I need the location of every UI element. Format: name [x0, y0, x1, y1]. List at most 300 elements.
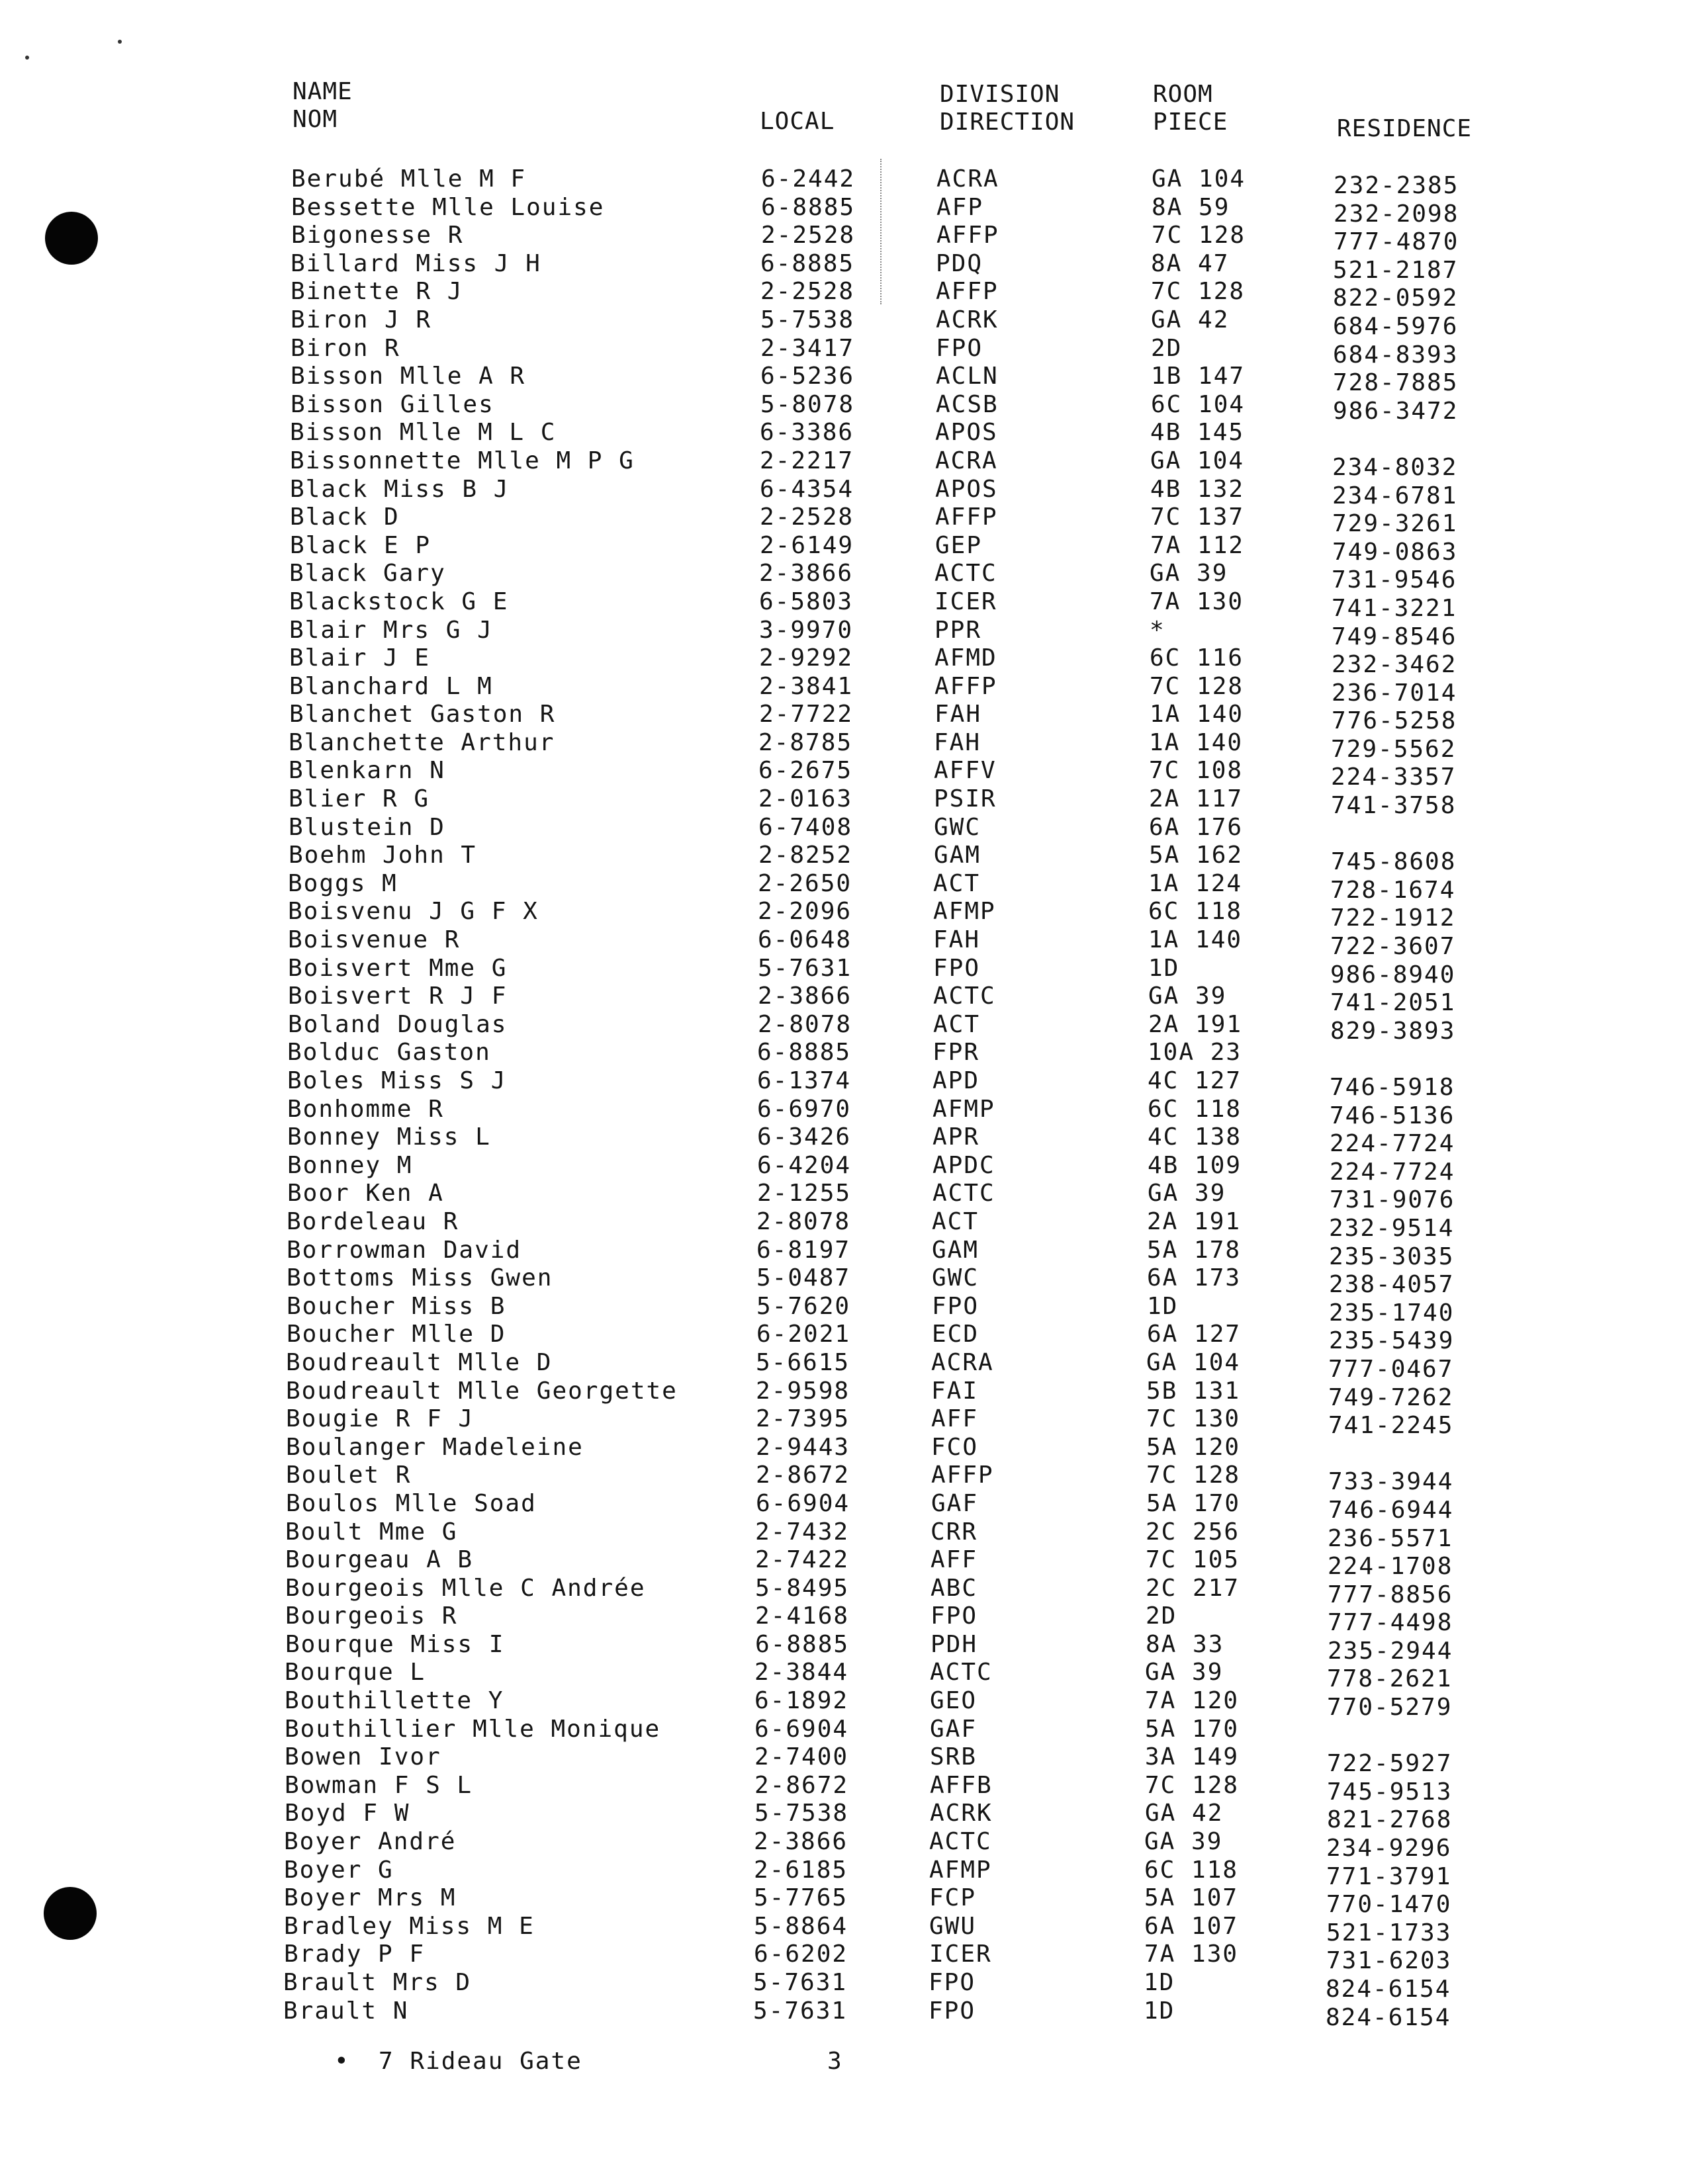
- cell-division: FPR: [932, 1039, 980, 1067]
- cell-residence: 770-5279: [1327, 1694, 1453, 1722]
- cell-residence: 224-7724: [1330, 1158, 1455, 1186]
- cell-residence: 234-8032: [1332, 453, 1458, 481]
- directory-row: [0, 1856, 1681, 1890]
- cell-residence: 731-9076: [1330, 1186, 1455, 1214]
- cell-name: Bissonnette Mlle M P G: [290, 447, 635, 474]
- cell-division: AFFV: [934, 757, 997, 785]
- directory-row: [0, 1687, 1681, 1722]
- scan-speck: [25, 56, 29, 60]
- cell-name: Bourgeau A B: [285, 1546, 474, 1574]
- cell-local: 5-8078: [760, 390, 855, 418]
- cell-local: 5-8495: [755, 1574, 850, 1602]
- cell-name: Blair Mrs G J: [289, 616, 493, 644]
- cell-division: ACRA: [935, 447, 998, 474]
- cell-room: 7C 128: [1151, 278, 1246, 306]
- cell-name: Bordeleau R: [287, 1207, 459, 1235]
- cell-room: 10A 23: [1148, 1039, 1242, 1067]
- cell-room: 6A 107: [1144, 1912, 1239, 1940]
- cell-residence: 731-9546: [1332, 566, 1457, 594]
- cell-room: GA 39: [1148, 1180, 1226, 1207]
- cell-local: 6-5803: [759, 588, 854, 615]
- cell-residence: 236-7014: [1332, 679, 1457, 707]
- cell-name: Boisvert R J F: [288, 983, 508, 1010]
- cell-room: 7C 128: [1150, 672, 1244, 700]
- cell-room: 1A 140: [1149, 728, 1244, 756]
- cell-residence: 234-6781: [1332, 482, 1458, 509]
- cell-division: CRR: [931, 1518, 978, 1546]
- cell-residence: 745-9513: [1327, 1778, 1453, 1806]
- directory-row: [0, 1095, 1681, 1129]
- cell-residence: 749-8546: [1332, 623, 1457, 650]
- directory-row: [0, 1010, 1681, 1045]
- cell-division: GAM: [934, 842, 981, 869]
- cell-residence: 224-7724: [1330, 1130, 1455, 1158]
- cell-room: 7A 130: [1144, 1941, 1239, 1968]
- directory-row: [0, 1743, 1681, 1778]
- cell-residence: 729-3261: [1332, 510, 1458, 538]
- cell-local: 6-5236: [760, 363, 855, 390]
- cell-local: 5-7538: [754, 1800, 849, 1827]
- cell-residence: 746-6944: [1328, 1496, 1454, 1524]
- cell-residence: 224-3357: [1331, 764, 1457, 791]
- cell-division: ACRA: [936, 165, 999, 193]
- cell-division: FPO: [936, 334, 983, 362]
- cell-room: GA 104: [1146, 1348, 1241, 1376]
- cell-local: 5-0487: [756, 1264, 851, 1292]
- cell-room: 6C 116: [1150, 644, 1244, 672]
- cell-local: 2-9443: [756, 1433, 850, 1461]
- directory-row: [0, 1546, 1681, 1581]
- cell-local: 5-6615: [756, 1348, 850, 1376]
- cell-division: ACRA: [931, 1348, 994, 1376]
- cell-division: AFFP: [934, 672, 997, 700]
- cell-division: ACTC: [930, 1659, 993, 1686]
- cell-local: 6-8885: [757, 1039, 852, 1067]
- cell-local: 2-7722: [759, 701, 854, 728]
- cell-room: 6C 104: [1151, 390, 1246, 418]
- cell-residence: 684-8393: [1333, 341, 1459, 369]
- cell-room: 1A 140: [1150, 701, 1244, 728]
- directory-row: [0, 983, 1681, 1017]
- directory-list: [0, 165, 1681, 2031]
- cell-residence: 824-6154: [1326, 1976, 1451, 2003]
- cell-room: 8A 59: [1152, 193, 1230, 221]
- cell-residence: 745-8608: [1331, 848, 1457, 876]
- cell-local: 2-8785: [758, 728, 853, 756]
- cell-division: GWU: [929, 1912, 977, 1940]
- cell-room: 2C 256: [1146, 1518, 1240, 1546]
- cell-residence: 224-1708: [1328, 1553, 1453, 1581]
- cell-local: 2-3844: [754, 1659, 849, 1686]
- cell-name: Boudreault Mlle Georgette: [286, 1377, 678, 1405]
- cell-name: Blackstock G E: [289, 588, 509, 615]
- cell-name: Black Miss B J: [290, 475, 510, 503]
- directory-row: [0, 390, 1681, 425]
- cell-room: 4B 145: [1150, 419, 1245, 447]
- directory-row: [0, 334, 1681, 369]
- cell-name: Boudreault Mlle D: [286, 1348, 553, 1376]
- cell-division: AFF: [931, 1405, 979, 1433]
- cell-local: 2-8672: [756, 1462, 850, 1489]
- cell-division: AFP: [936, 193, 984, 221]
- cell-division: APOS: [935, 475, 998, 503]
- cell-local: 6-4204: [757, 1151, 852, 1179]
- cell-room: 7C 128: [1146, 1462, 1241, 1489]
- directory-row: [0, 1489, 1681, 1524]
- header-local: [760, 108, 835, 136]
- cell-room: 7C 105: [1146, 1546, 1240, 1574]
- cell-division: AFMP: [929, 1856, 992, 1884]
- directory-row: [0, 869, 1681, 904]
- cell-local: 2-2528: [760, 503, 854, 531]
- cell-local: 5-8864: [754, 1912, 848, 1940]
- directory-row: [0, 278, 1681, 312]
- cell-room: 7A 120: [1145, 1687, 1240, 1715]
- directory-row: [0, 1602, 1681, 1637]
- cell-local: 2-1255: [757, 1180, 852, 1207]
- scan-speck: [118, 40, 122, 44]
- cell-division: APD: [932, 1067, 980, 1094]
- cell-room: GA 39: [1144, 1828, 1223, 1856]
- cell-name: Berubé Mlle M F: [291, 165, 527, 193]
- cell-residence: 824-6154: [1326, 2003, 1451, 2031]
- directory-row: [0, 165, 1681, 199]
- cell-division: ECD: [932, 1321, 979, 1348]
- header-local-label: LOCAL: [760, 108, 835, 135]
- cell-division: AFFP: [936, 222, 999, 249]
- cell-room: 5A 107: [1144, 1884, 1239, 1912]
- cell-residence: 741-2051: [1330, 989, 1456, 1017]
- cell-local: 2-2096: [758, 898, 852, 926]
- directory-row: [0, 926, 1681, 961]
- cell-division: FCP: [929, 1884, 977, 1912]
- cell-room: 6A 176: [1149, 813, 1244, 841]
- cell-room: 5A 162: [1149, 842, 1244, 869]
- cell-residence: 729-5562: [1331, 735, 1457, 763]
- cell-residence: 232-2098: [1334, 200, 1459, 228]
- cell-local: 6-2021: [756, 1321, 851, 1348]
- cell-name: Brault Mrs D: [283, 1969, 472, 1996]
- cell-division: SRB: [930, 1743, 977, 1771]
- cell-division: ACT: [933, 1010, 981, 1038]
- cell-residence: 235-5439: [1329, 1327, 1455, 1355]
- directory-row: [0, 1123, 1681, 1158]
- cell-room: 1D: [1144, 1969, 1175, 1996]
- cell-room: 1A 124: [1148, 869, 1243, 897]
- directory-row: [0, 447, 1681, 481]
- cell-name: Boyd F W: [285, 1800, 410, 1827]
- cell-residence: 728-1674: [1330, 876, 1456, 904]
- directory-row: [0, 1067, 1681, 1101]
- cell-division: AFMD: [934, 644, 997, 672]
- cell-room: 6A 127: [1147, 1321, 1242, 1348]
- cell-room: 6C 118: [1148, 898, 1243, 926]
- cell-local: 2-3866: [759, 560, 854, 588]
- cell-name: Boyer André: [284, 1828, 457, 1856]
- cell-name: Boyer G: [284, 1856, 394, 1884]
- cell-room: 7C 108: [1149, 757, 1244, 785]
- cell-local: 3-9970: [759, 616, 854, 644]
- cell-name: Black D: [290, 503, 400, 531]
- header-room-fr: PIECE: [1153, 109, 1228, 136]
- directory-row: [0, 1264, 1681, 1299]
- cell-local: 2-8252: [758, 842, 853, 869]
- cell-name: Blanchet Gaston R: [289, 701, 556, 728]
- directory-row: [0, 616, 1681, 650]
- cell-name: Bonney M: [287, 1151, 413, 1179]
- cell-division: ACTC: [934, 560, 997, 588]
- cell-name: Bolduc Gaston: [287, 1039, 491, 1067]
- cell-name: Bisson Mlle A R: [291, 363, 526, 390]
- cell-name: Bottoms Miss Gwen: [287, 1264, 553, 1292]
- directory-row: [0, 1405, 1681, 1440]
- cell-residence: 986-8940: [1330, 961, 1456, 988]
- cell-local: 2-6149: [760, 531, 854, 559]
- directory-row: [0, 728, 1681, 763]
- directory-row: [0, 222, 1681, 256]
- cell-division: FAH: [933, 926, 981, 954]
- cell-division: ACSB: [936, 390, 999, 418]
- cell-division: GEO: [930, 1687, 977, 1715]
- cell-division: PSIR: [934, 785, 997, 813]
- cell-name: Boisvenue R: [288, 926, 461, 954]
- directory-row: [0, 503, 1681, 538]
- cell-local: 5-7631: [758, 954, 852, 982]
- cell-room: 6C 118: [1148, 1095, 1242, 1123]
- cell-name: Bisson Gilles: [291, 390, 494, 418]
- cell-room: 5A 170: [1145, 1715, 1240, 1743]
- cell-division: AFF: [931, 1546, 978, 1574]
- cell-name: Boland Douglas: [288, 1010, 508, 1038]
- cell-division: PPR: [934, 616, 982, 644]
- cell-residence: 822-0592: [1333, 284, 1459, 312]
- column-header: [0, 78, 1681, 151]
- cell-residence: 777-4870: [1334, 228, 1459, 256]
- cell-room: 6A 173: [1147, 1264, 1242, 1292]
- cell-local: 2-6185: [754, 1856, 848, 1884]
- directory-row: [0, 1997, 1681, 2031]
- cell-name: Blair J E: [289, 644, 431, 672]
- cell-name: Bradley Miss M E: [284, 1912, 535, 1940]
- cell-division: FPO: [929, 1997, 976, 2025]
- header-room: [1153, 81, 1228, 136]
- cell-division: GEP: [935, 531, 983, 559]
- cell-division: ABC: [931, 1574, 978, 1602]
- directory-row: [0, 1462, 1681, 1496]
- cell-division: FPO: [933, 954, 981, 982]
- cell-room: 2D: [1146, 1602, 1177, 1630]
- header-residence: [1337, 115, 1472, 143]
- cell-division: GWC: [932, 1264, 979, 1292]
- cell-division: FAH: [934, 701, 982, 728]
- cell-local: 6-8197: [756, 1236, 851, 1264]
- directory-row: [0, 1434, 1681, 1462]
- page-number: 3: [827, 2048, 843, 2075]
- directory-row: [0, 560, 1681, 594]
- cell-name: Biron J R: [291, 306, 432, 333]
- cell-name: Bessette Mlle Louise: [291, 193, 605, 221]
- cell-residence: 728-7885: [1333, 369, 1459, 397]
- cell-residence: 232-9514: [1329, 1214, 1455, 1242]
- cell-division: FPO: [932, 1292, 979, 1320]
- directory-row: [0, 1518, 1681, 1552]
- directory-row: [0, 1912, 1681, 1946]
- footnote-location: 7 Rideau Gate: [379, 2048, 582, 2075]
- cell-local: 5-7631: [753, 1997, 848, 2025]
- cell-division: GWC: [934, 813, 981, 841]
- cell-room: 6C 118: [1144, 1856, 1239, 1884]
- directory-row: [0, 419, 1681, 447]
- cell-room: 1A 140: [1148, 926, 1243, 954]
- cell-room: GA 39: [1145, 1659, 1224, 1686]
- cell-name: Boulet R: [286, 1462, 412, 1489]
- directory-row: [0, 701, 1681, 735]
- directory-row: [0, 475, 1681, 509]
- cell-room: 7C 137: [1150, 503, 1245, 531]
- cell-residence: 741-3758: [1331, 792, 1457, 820]
- cell-local: 2-9598: [756, 1377, 850, 1405]
- cell-room: 8A 47: [1151, 249, 1230, 277]
- cell-division: ICER: [929, 1941, 992, 1968]
- cell-local: 5-7631: [753, 1969, 848, 1996]
- cell-residence: 235-2944: [1328, 1637, 1453, 1665]
- cell-division: ACLN: [936, 363, 999, 390]
- cell-local: 6-6970: [757, 1095, 852, 1123]
- directory-row: [0, 1969, 1681, 2003]
- cell-name: Boyer Mrs M: [284, 1884, 457, 1912]
- header-room-en: ROOM: [1153, 81, 1213, 108]
- cell-local: 6-6202: [754, 1941, 848, 1968]
- header-division-en: DIVISION: [940, 81, 1060, 108]
- cell-local: 2-3417: [760, 334, 855, 362]
- cell-division: APOS: [935, 419, 998, 447]
- cell-local: 6-2442: [761, 165, 856, 193]
- cell-room: 5B 131: [1146, 1377, 1241, 1405]
- directory-row: [0, 1151, 1681, 1186]
- cell-division: ACTC: [929, 1828, 992, 1856]
- directory-row: [0, 1292, 1681, 1327]
- cell-room: 3A 149: [1145, 1743, 1240, 1771]
- cell-residence: 722-5927: [1327, 1750, 1453, 1778]
- cell-local: 6-2675: [758, 757, 853, 785]
- cell-name: Blanchette Arthur: [289, 728, 555, 756]
- cell-name: Boggs M: [288, 869, 398, 897]
- cell-residence: 232-3462: [1332, 651, 1457, 679]
- directory-row: [0, 1207, 1681, 1242]
- directory-row: [0, 898, 1681, 932]
- cell-name: Bonney Miss L: [287, 1123, 491, 1151]
- cell-name: Bouthillette Y: [285, 1687, 504, 1715]
- directory-row: [0, 954, 1681, 988]
- directory-row: [0, 588, 1681, 622]
- cell-local: 2-8672: [754, 1771, 849, 1799]
- cell-room: 4C 127: [1148, 1067, 1242, 1094]
- cell-room: 1D: [1148, 954, 1180, 982]
- cell-name: Boulos Mlle Soad: [286, 1489, 537, 1517]
- cell-local: 5-7620: [756, 1292, 851, 1320]
- cell-residence: 236-5571: [1328, 1524, 1453, 1552]
- cell-division: ACTC: [932, 1180, 995, 1207]
- cell-residence: 986-3472: [1333, 397, 1459, 425]
- cell-local: 2-8078: [758, 1010, 852, 1038]
- cell-local: 5-7765: [754, 1884, 848, 1912]
- cell-name: Boucher Mlle D: [287, 1321, 506, 1348]
- cell-division: PDH: [931, 1630, 978, 1658]
- cell-residence: 238-4057: [1329, 1271, 1455, 1299]
- directory-row: [0, 531, 1681, 566]
- cell-local: 2-3866: [758, 983, 852, 1010]
- cell-division: ACT: [933, 869, 981, 897]
- cell-division: ACRK: [936, 306, 999, 333]
- cell-name: Bisson Mlle M L C: [290, 419, 557, 447]
- header-division: [940, 81, 1075, 136]
- cell-room: 7A 112: [1150, 531, 1245, 559]
- cell-room: GA 39: [1150, 560, 1228, 588]
- cell-division: ACRK: [930, 1800, 993, 1827]
- cell-division: GAM: [932, 1236, 979, 1264]
- cell-local: 6-6904: [754, 1715, 849, 1743]
- cell-division: AFFP: [936, 278, 999, 306]
- directory-row: [0, 672, 1681, 707]
- directory-row: [0, 842, 1681, 876]
- cell-division: FAH: [934, 728, 981, 756]
- cell-residence: 234-9296: [1326, 1835, 1452, 1862]
- cell-division: GAF: [930, 1715, 977, 1743]
- cell-name: Boehm John T: [289, 842, 477, 869]
- cell-room: GA 39: [1148, 983, 1227, 1010]
- cell-name: Boles Miss S J: [287, 1067, 507, 1094]
- cell-residence: 733-3944: [1328, 1468, 1454, 1496]
- cell-local: 6-8885: [755, 1630, 850, 1658]
- cell-room: 2A 191: [1147, 1207, 1242, 1235]
- directory-row: [0, 785, 1681, 820]
- directory-row: [0, 757, 1681, 791]
- cell-name: Bourque L: [285, 1659, 426, 1686]
- directory-row: [0, 1348, 1681, 1383]
- cell-division: APR: [932, 1123, 980, 1151]
- cell-division: ACT: [932, 1207, 979, 1235]
- cell-room: GA 104: [1152, 165, 1246, 193]
- directory-row: [0, 1321, 1681, 1355]
- cell-name: Boisvert Mme G: [288, 954, 508, 982]
- cell-local: 2-4168: [755, 1602, 850, 1630]
- cell-local: 6-0648: [758, 926, 852, 954]
- cell-name: Boult Mme G: [285, 1518, 458, 1546]
- cell-room: 5A 178: [1147, 1236, 1242, 1264]
- cell-local: 6-1374: [757, 1067, 852, 1094]
- directory-row: [0, 1659, 1681, 1693]
- cell-room: GA 104: [1150, 447, 1245, 474]
- directory-row: [0, 814, 1681, 842]
- cell-name: Bourgeois R: [285, 1602, 458, 1630]
- cell-local: 2-8078: [756, 1207, 851, 1235]
- directory-row: [0, 1716, 1681, 1744]
- cell-local: 6-6904: [756, 1489, 850, 1517]
- directory-row: [0, 1377, 1681, 1411]
- cell-name: Black E P: [290, 531, 432, 559]
- cell-name: Bourque Miss I: [285, 1630, 505, 1658]
- cell-room: 7A 130: [1150, 588, 1244, 615]
- directory-row: [0, 1884, 1681, 1919]
- header-division-fr: DIRECTION: [940, 109, 1075, 136]
- cell-local: 2-2528: [760, 278, 855, 306]
- cell-name: Bonhomme R: [287, 1095, 444, 1123]
- cell-residence: 722-1912: [1330, 904, 1456, 932]
- cell-division: AFMP: [932, 1095, 995, 1123]
- header-residence-label: RESIDENCE: [1337, 115, 1473, 142]
- cell-local: 6-4354: [760, 475, 854, 503]
- cell-room: 1D: [1147, 1292, 1179, 1320]
